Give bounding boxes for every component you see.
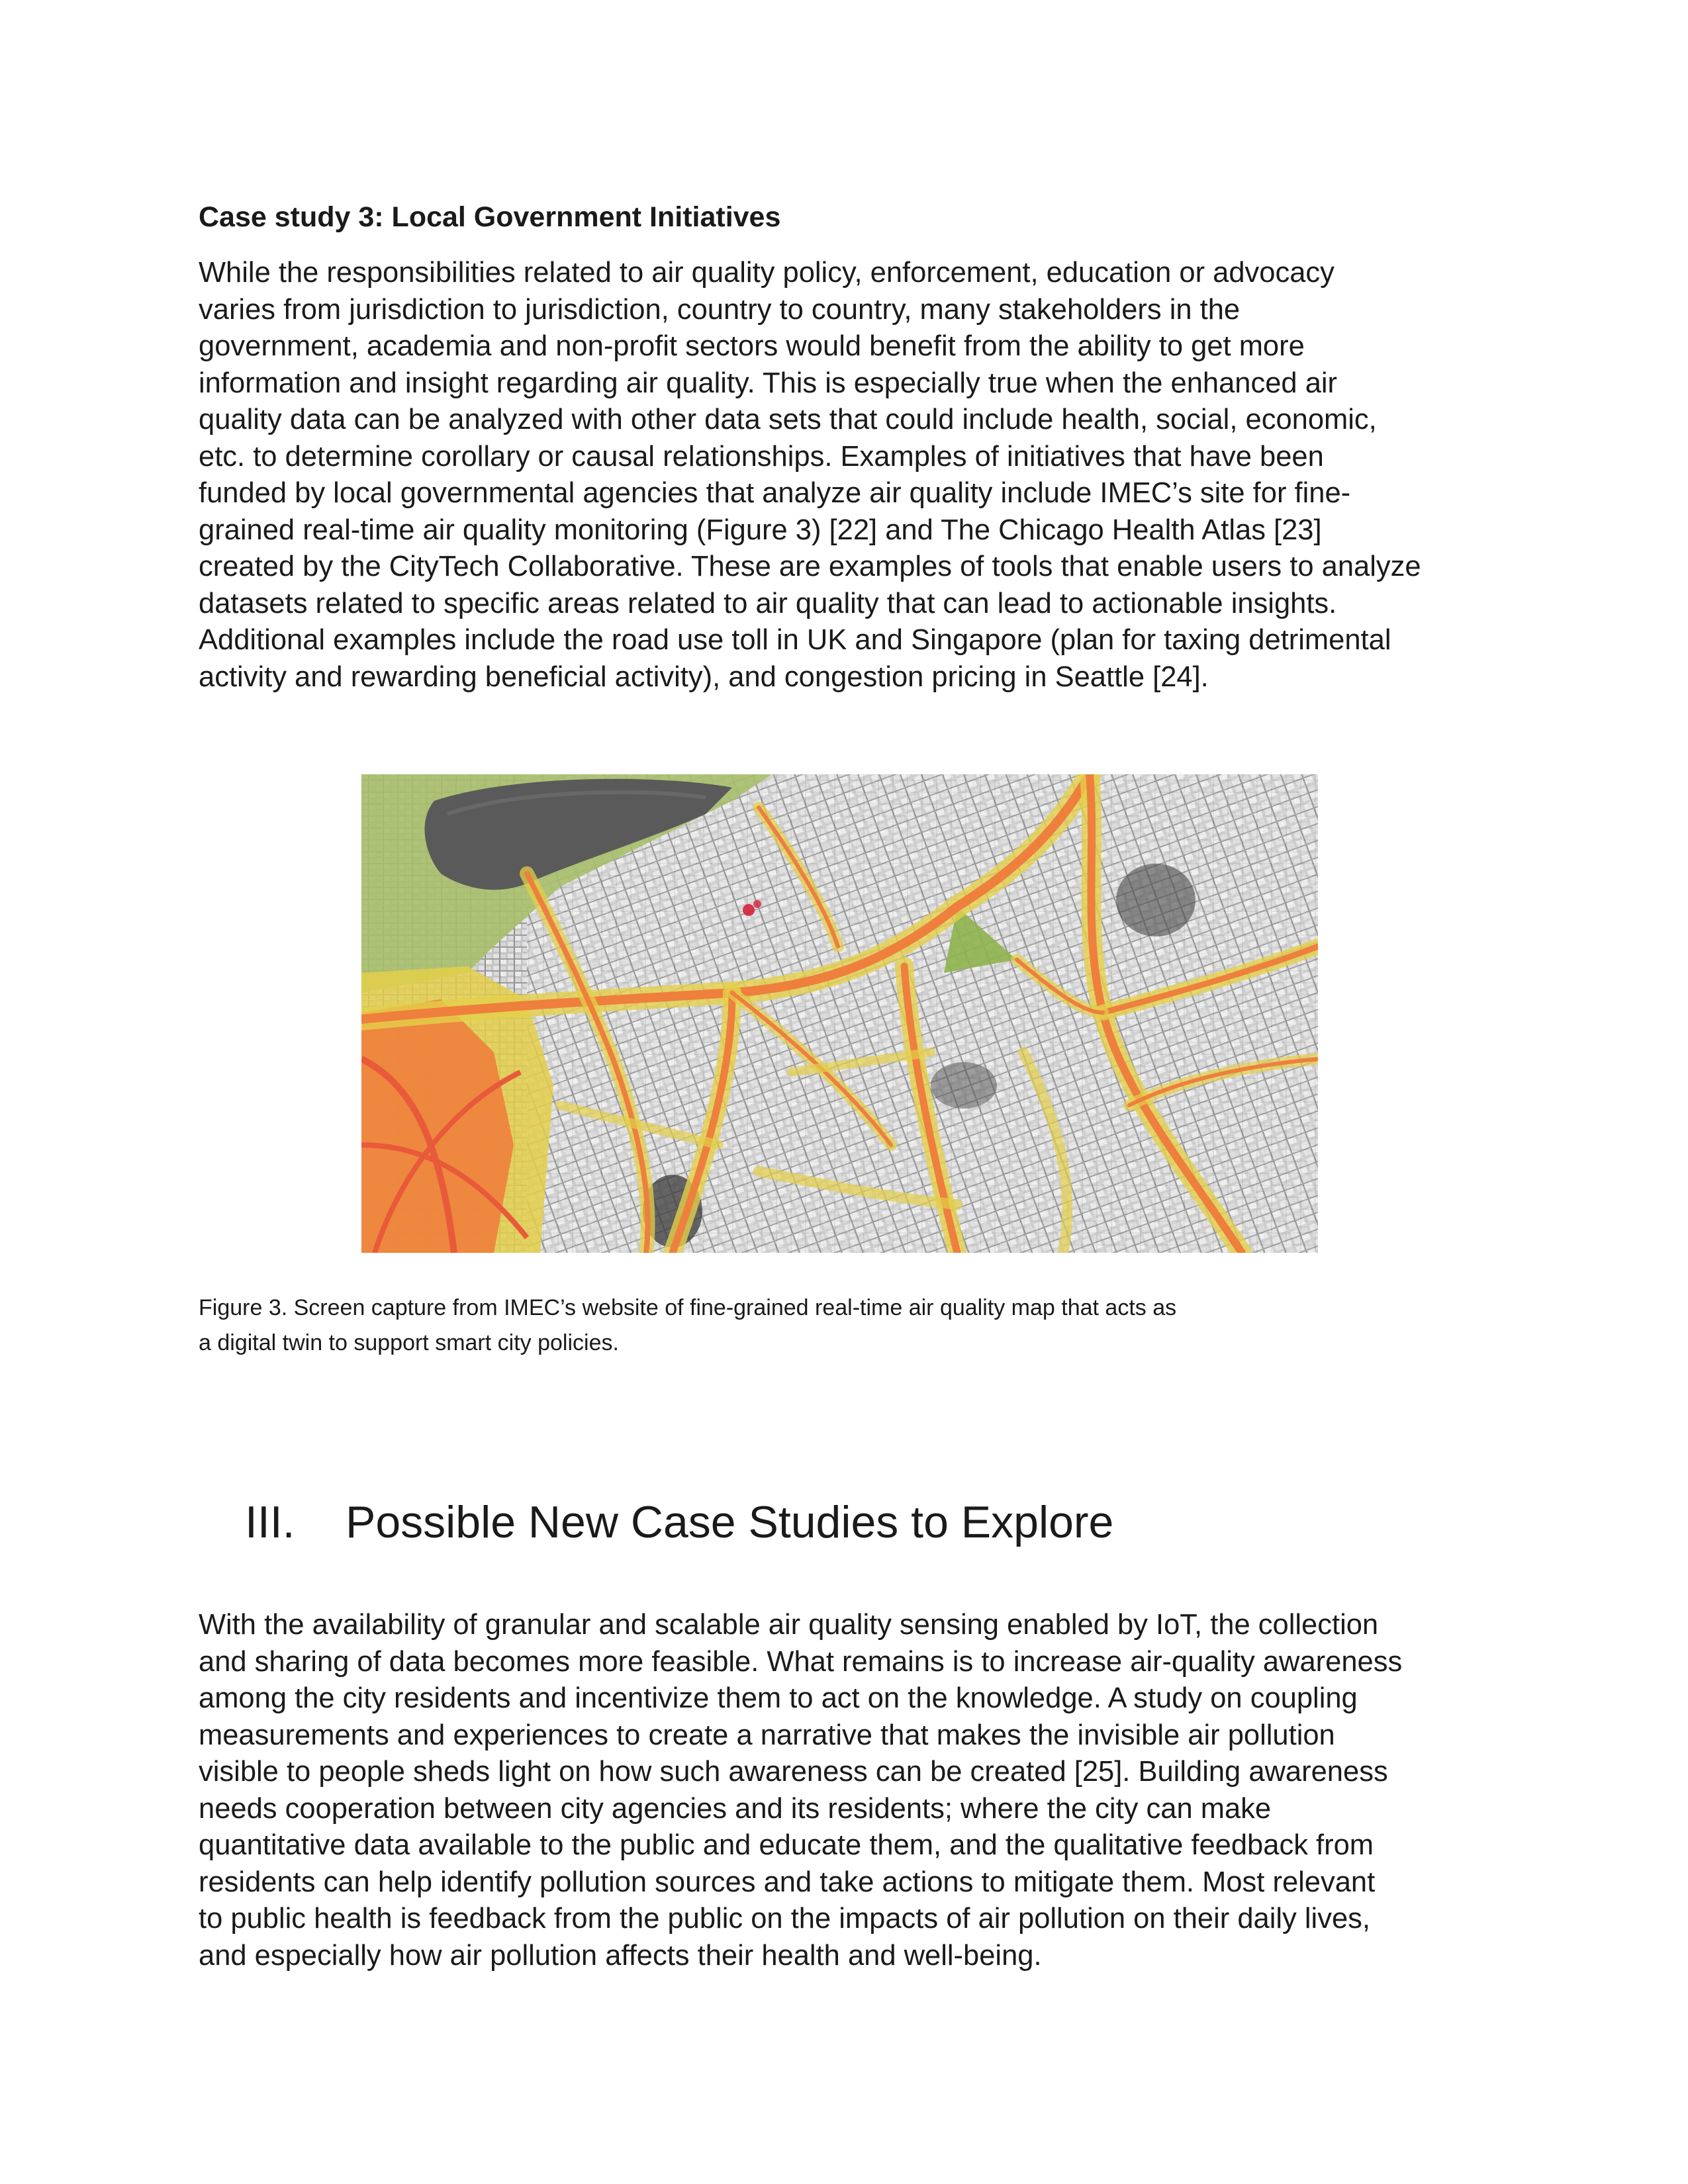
paragraph-line: Additional examples include the road use toll in UK and Singapore (plan for taxing detrimental (199, 624, 1391, 656)
paragraph-line: and sharing of data becomes more feasible. What remains is to increase air-quality awareness (199, 1645, 1403, 1678)
paragraph-line: datasets related to specific areas related to air quality that can lead to actionable insights. (199, 587, 1337, 619)
figure-caption (199, 1291, 1496, 1361)
paragraph-line: measurements and experiences to create a narrative that makes the invisible air pollution (199, 1719, 1335, 1751)
caption-line: Figure 3. Screen capture from IMEC’s website of fine-grained real-time air quality map that acts as (199, 1295, 1177, 1320)
paragraph-line: among the city residents and incentivize them to act on the knowledge. A study on coupling (199, 1682, 1358, 1714)
pollution-hotspot (753, 900, 761, 908)
paragraph-line: government, academia and non-profit sectors would benefit from the ability to get more (199, 330, 1305, 362)
paragraph-line: information and insight regarding air quality. This is especially true when the enhanced air (199, 367, 1338, 399)
section-paragraph (199, 1607, 1496, 1974)
paragraph-line: quantitative data available to the public and educate them, and the qualitative feedback from (199, 1829, 1374, 1861)
section-title: Possible New Case Studies to Explore (346, 1497, 1114, 1547)
paragraph-line: funded by local governmental agencies that analyze air quality include IMEC’s site for fine- (199, 477, 1351, 509)
air-quality-map-image (361, 774, 1318, 1253)
paragraph-line: etc. to determine corollary or causal relationships. Examples of initiatives that have been (199, 440, 1324, 473)
paragraph-line: and especially how air pollution affects their health and well-being. (199, 1939, 1042, 1972)
paragraph-line: grained real-time air quality monitoring (Figure 3) [22] and The Chicago Health Atlas [23] (199, 514, 1322, 546)
paragraph-line: to public health is feedback from the public on the impacts of air pollution on their daily lives, (199, 1903, 1370, 1934)
paragraph-line: With the availability of granular and scalable air quality sensing enabled by IoT, the collection (199, 1609, 1379, 1641)
section-number: III. (245, 1497, 295, 1547)
paragraph-line: activity and rewarding beneficial activity), and congestion pricing in Seattle [24]. (199, 660, 1209, 693)
paragraph-line: needs cooperation between city agencies and its residents; where the city can make (199, 1792, 1272, 1825)
pollution-hotspot (743, 904, 755, 916)
dense-buildings (1116, 864, 1196, 936)
paragraph-line: created by the CityTech Collaborative. These are examples of tools that enable users to analyze (199, 551, 1421, 582)
air-quality-map-figure (361, 774, 1318, 1253)
section-heading (245, 1494, 1436, 1550)
paragraph-line: varies from jurisdiction to jurisdiction, country to country, many stakeholders in the (199, 293, 1241, 326)
case-study-heading: Case study 3: Local Government Initiatives (199, 201, 781, 233)
paragraph-line: residents can help identify pollution sources and take actions to mitigate them. Most relevant (199, 1866, 1376, 1898)
caption-line: a digital twin to support smart city policies. (199, 1330, 619, 1355)
dense-buildings (931, 1062, 997, 1109)
paragraph-line: While the responsibilities related to air quality policy, enforcement, education or advocacy (199, 257, 1335, 289)
case-study-paragraph (199, 255, 1496, 696)
paragraph-line: quality data can be analyzed with other data sets that could include health, social, economic, (199, 404, 1377, 435)
paragraph-line: visible to people sheds light on how such awareness can be created [25]. Building awareness (199, 1756, 1388, 1788)
